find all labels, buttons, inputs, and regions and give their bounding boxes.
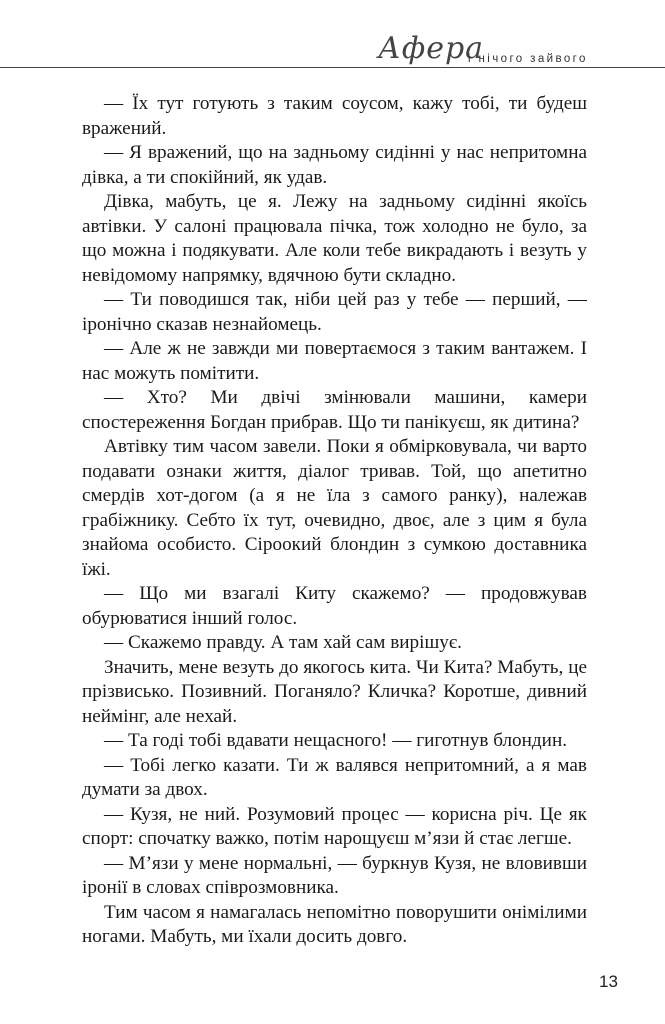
- body-text: [82, 92, 587, 950]
- book-title-script: Афера: [378, 31, 485, 66]
- paragraph: — Кузя, не ний. Розумовий процес — корисна річ. Це як спорт: спочатку важко, потім нарощуєш м’язи й стає легше.: [82, 803, 587, 849]
- book-subtitle: і нічого зайвого: [468, 53, 588, 65]
- page-number: 13: [599, 972, 618, 991]
- paragraph: — Ти поводишся так, ніби цей раз у тебе — перший, — іронічно сказав незнайомець.: [82, 289, 587, 335]
- paragraph: Тим часом я намагалась непомітно поворушити онімілими ногами. Мабуть, ми їхали досить довго.: [82, 901, 587, 947]
- paragraph: Дівка, мабуть, це я. Лежу на задньому сидінні якоїсь автівки. У салоні працювала пічка, тож холодно не було, за що можна і подякувати. Але коли тебе викрадають і везуть у невідомому напрямку, вдячною бути складно.: [82, 191, 587, 286]
- paragraph: — Я вражений, що на задньому сидінні у нас непритомна дівка, а ти спокійний, як удав.: [82, 142, 587, 188]
- paragraph: — Скажемо правду. А там хай сам вирішує.: [104, 632, 462, 653]
- paragraph: — М’язи у мене нормальні, — буркнув Кузя, не вловивши іронії в словах співрозмовника.: [82, 852, 587, 898]
- paragraph: — Але ж не завжди ми повертаємося з таким вантажем. І нас можуть помітити.: [82, 338, 587, 384]
- paragraph: — Що ми взагалі Киту скажемо? — продовжував обурюватися інший голос.: [82, 583, 587, 629]
- paragraph: — Їх тут готують з таким соусом, кажу тобі, ти будеш вражений.: [82, 93, 587, 139]
- paragraph: — Тобі легко казати. Ти ж валявся непритомний, а я мав думати за двох.: [82, 754, 587, 800]
- header-rule: [0, 67, 665, 68]
- paragraph: Автівку тим часом завели. Поки я обмірковувала, чи варто подавати ознаки життя, діалог тривав. Той, що апетитно смердів хот-догом (а я не їла з самого ранку), належав грабіжнику. Себто їх тут, очевидно, двоє, але з цим я була знайома особисто. Сіроокий блондин з сумкою доставника їжі.: [82, 436, 587, 580]
- paragraph: — Хто? Ми двічі змінювали машини, камери спостереження Богдан прибрав. Що ти панікуєш, як дитина?: [82, 387, 587, 433]
- paragraph: — Та годі тобі вдавати нещасного! — гиготнув блондин.: [104, 730, 568, 751]
- paragraph: Значить, мене везуть до якогось кита. Чи Кита? Мабуть, це прізвисько. Позивний. Поганяло? Кличка? Коротше, дивний неймінг, але нехай.: [82, 656, 587, 727]
